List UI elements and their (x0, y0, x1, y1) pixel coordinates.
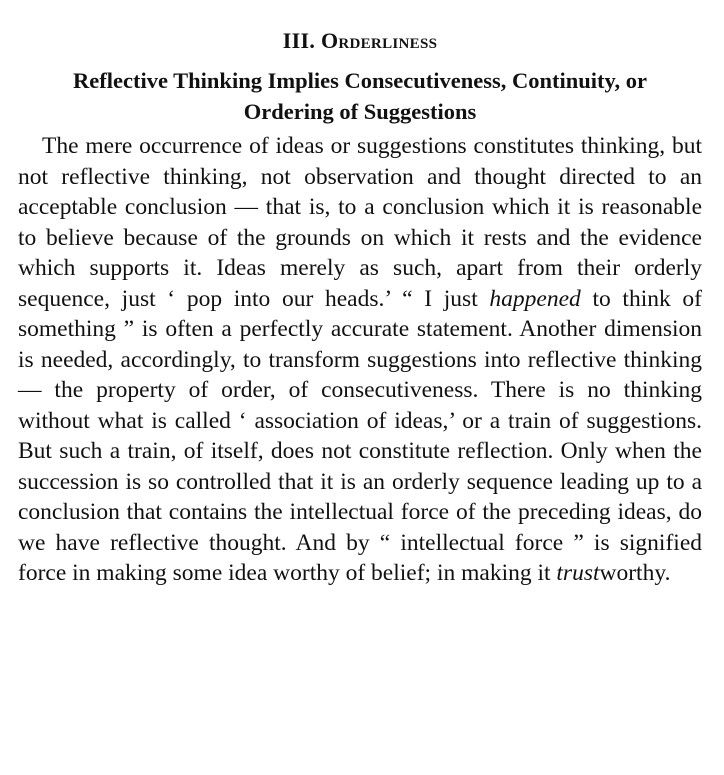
chapter-heading (18, 0, 702, 55)
paragraph-text-1: The mere occurrence of ideas or suggestions constitutes thinking, but not reflective thinking, not observation and thought directed to an acceptable conclusion — that is, to a conclusion which it is reasonable to believe because of the grounds on which it rests and the evidence which supports it. Ideas merely as such, apart from their orderly sequence, just ‘ pop into our heads.’ “ I just (18, 133, 702, 312)
body-paragraph (18, 131, 702, 589)
paragraph-text-2: to think of something ” is often a perfectly accurate statement. Another dimension is needed, accordingly, to transform suggestions into reflective thinking — the property of order, of consecutiveness. There is no thinking without what is called ‘ association of ideas,’ or a train of suggestions. But such a train, of itself, does not constitute reflection. Only when the succession is so controlled that it is an orderly sequence leading up to a conclusion that contains the intellectual force of the preceding ideas, do we have reflective thought. And by “ intellectual force ” is signified force in making some idea worthy of belief; in making it (18, 285, 702, 586)
section-heading-line2: Ordering of Suggestions (243, 99, 477, 124)
section-heading-line1: Reflective Thinking Implies Consecutiveness, Continuity, or (73, 68, 647, 93)
section-heading (18, 65, 702, 127)
emphasis-trust: trust (556, 560, 600, 586)
emphasis-happened: happened (489, 285, 581, 312)
paragraph-text-3: worthy. (599, 560, 671, 586)
chapter-numeral: III. (282, 28, 316, 53)
chapter-title: Orderliness (320, 28, 438, 53)
